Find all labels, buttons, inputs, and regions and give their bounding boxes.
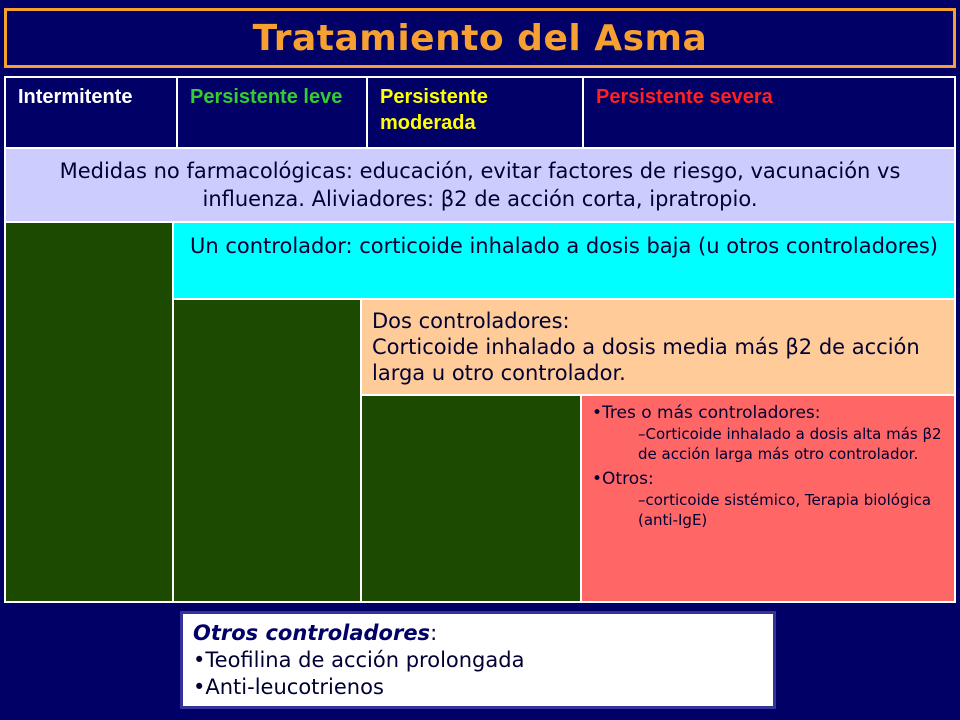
non-pharmacological-measures: Medidas no farmacológicas: educación, evitar factores de riesgo, vacunación vs influenza. Aliviadores: β2 de acción corta, ipratropio.	[4, 147, 956, 223]
header-persistente-moderada: Persistente moderada	[366, 76, 584, 149]
others-subitem: –corticoide sistémico, Terapia biológica (anti-IgE)	[638, 491, 932, 529]
one-controller-box: Un controlador: corticoide inhalado a dosis baja (u otros controladores)	[172, 221, 956, 300]
other-controllers-title: Otros controladores	[193, 621, 431, 645]
header-persistente-leve: Persistente leve	[176, 76, 368, 149]
green-block-leve	[172, 298, 362, 603]
green-block-moderada	[360, 394, 582, 603]
title-box	[4, 8, 956, 68]
three-controllers-subitem: –Corticoide inhalado a dosis alta más β2 de acción larga más otro controlador.	[638, 425, 942, 463]
others-item: •Otros:	[592, 469, 654, 489]
green-block-intermitente	[4, 221, 174, 603]
other-controllers-box	[180, 611, 776, 709]
other-controllers-colon: :	[430, 621, 438, 645]
two-controllers-box	[360, 298, 956, 396]
slide-title: Tratamiento del Asma	[252, 17, 708, 59]
two-controllers-title: Dos controladores:	[372, 309, 570, 333]
three-controllers-box	[580, 394, 956, 603]
three-controllers-item: •Tres o más controladores:	[592, 403, 821, 423]
two-controllers-body: Corticoide inhalado a dosis media más β2 de acción larga u otro controlador.	[372, 335, 920, 385]
header-intermitente: Intermitente	[4, 76, 178, 149]
other-controllers-item: •Anti-leucotrienos	[193, 675, 384, 699]
other-controllers-heading	[193, 620, 765, 647]
header-persistente-severa: Persistente severa	[582, 76, 956, 149]
other-controllers-item: •Teofilina de acción prolongada	[193, 648, 525, 672]
